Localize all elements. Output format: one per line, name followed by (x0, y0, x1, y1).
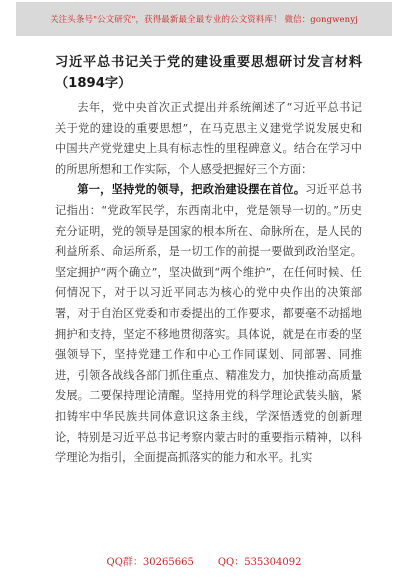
paragraph-text: 习近平总书记指出：“党政军民学，东西南北中，党是领导一切的。”历史充分证明，党的领导是国家的根本所在、命脉所在，是人民的利益所系、命运所系，是一切工作的前提一要做到政治坚定。坚定拥护“两个确立”，坚决做到“两个维护”，在任何时候、任何情况下，对于以习近平同志为核心的党中央作出的决策部署，对于自治区党委和市委提出的工作要求，都要毫不动摇地拥护和支持，坚定不移地贯彻落实。具体说，就是在市委的坚强领导下，坚持党建工作和中心工作同谋划、同部署、同推进，引领各战线各部门抓住重点、精准发力，加快推动高质量发展。二要保持理论清醒。坚持用党的科学理论武装头脑，紧扣铸牢中华民族共同体意识这条主线，学深悟透党的创新理论，特别是习近平总书记考察内蒙古时的重要指示精神，以科学理论为指引，全面提高抓落实的能力和水平。扎实 (55, 183, 362, 465)
paragraph-text: 去年，党中央首次正式提出并系统阐述了“习近平总书记关于党的建设的重要思想”，在马克思主义建党学说发展史和中国共产党党建史上具有标志性的里程碑意义。结合在学习中的所思所想和工作实际，个人感受把握好三个方面： (55, 101, 362, 176)
footer-qq: QQ：535304092 (217, 557, 302, 568)
paragraph-lead: 第一，坚持党的领导，把政治建设摆在首位。 (77, 183, 306, 197)
footer-contact (0, 553, 408, 568)
footer-qq-group: QQ群：30265665 (106, 557, 194, 568)
header-banner (16, 2, 392, 36)
paragraph-intro (55, 98, 362, 180)
document-page (55, 52, 362, 536)
document-title: 习近平总书记关于党的建设重要思想研讨发言材料（1894字） (55, 55, 362, 91)
paragraph-point-one (55, 180, 362, 468)
banner-text: 关注头条号"公文研究"，获得最新最全最专业的公文资料库！ 微信：gongwenyj (50, 15, 358, 25)
